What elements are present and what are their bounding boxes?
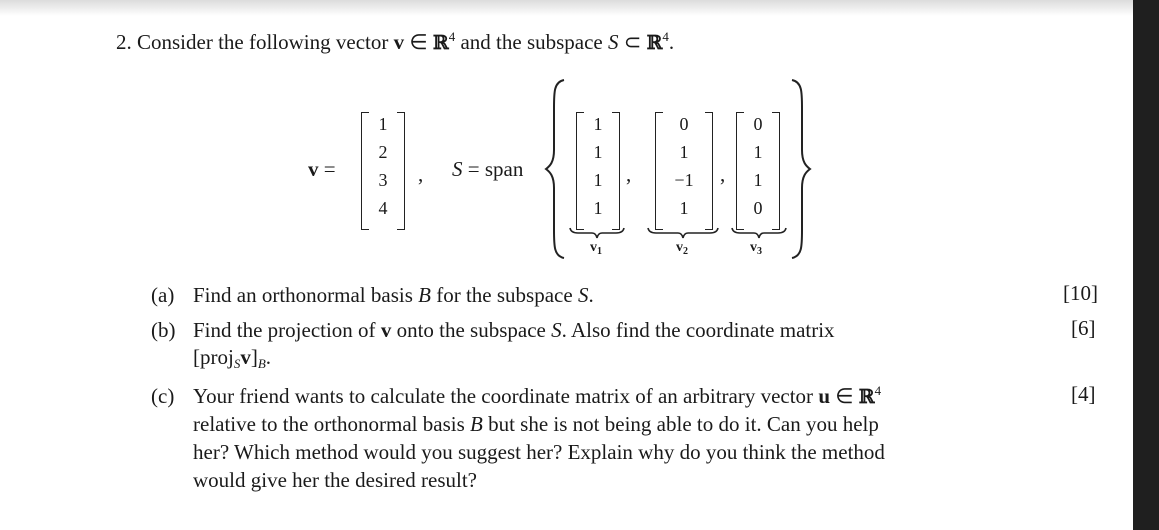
part-c-line2 (193, 410, 879, 439)
question-intro-b: and the subspace (460, 30, 603, 54)
part-c (151, 382, 174, 411)
matrix-v3-entry: 0 (753, 114, 763, 134)
basis-b-symbol: B (418, 283, 431, 307)
exponent-2: 4 (662, 29, 669, 44)
subspace-s-symbol: S (608, 30, 619, 54)
matrix-v3 (745, 112, 771, 228)
subspace-s-symbol: S (577, 283, 589, 307)
matrix-v2-entry: 1 (679, 142, 689, 162)
right-bracket (772, 112, 780, 230)
matrix-v2-entry: 0 (679, 114, 689, 134)
proj-close: ] (250, 345, 258, 369)
matrix-v-entry: 2 (378, 142, 388, 162)
matrix-v1-entry: 1 (593, 142, 603, 162)
underbrace-v1 (568, 226, 626, 240)
s-symbol: S (452, 157, 463, 181)
comma: , (626, 162, 632, 186)
part-a-text-1: Find an orthonormal basis (193, 283, 413, 307)
v1-label (590, 240, 602, 256)
part-a-label: (a) (151, 283, 175, 307)
matrix-v (370, 112, 396, 228)
part-b-marks: [6] (1071, 316, 1096, 340)
period: . (668, 30, 675, 54)
right-curly-brace (788, 78, 812, 260)
left-bracket (655, 112, 663, 230)
part-c-label: (c) (151, 384, 175, 408)
v1-label-text: v (590, 240, 597, 255)
part-a-text (193, 281, 594, 310)
right-bracket (612, 112, 620, 230)
part-b-line2 (193, 343, 271, 372)
part-b-line1 (193, 316, 835, 345)
vector-v-symbol: v (393, 30, 405, 54)
element-of-symbol: ∈ (409, 30, 428, 54)
v3-label (750, 240, 762, 256)
v2-label-text: v (676, 240, 683, 255)
underbrace-v2 (646, 226, 720, 240)
matrix-v2-entry: 1 (679, 198, 689, 218)
comma: , (720, 162, 726, 186)
matrix-v1-entry: 1 (593, 114, 603, 134)
subspace-s-symbol: S (551, 318, 562, 342)
left-bracket (361, 112, 369, 230)
right-bracket (705, 112, 713, 230)
part-a (151, 281, 174, 310)
part-c-line2-text-b: but she is not being able to do it. Can you help (488, 412, 879, 436)
part-b-label: (b) (151, 318, 176, 342)
proj-open: [proj (193, 345, 234, 369)
exponent: 4 (448, 29, 456, 44)
part-c-line4: would give her the desired result? (193, 468, 477, 492)
exponent: 4 (874, 383, 882, 398)
period: . (588, 283, 594, 307)
reals-symbol: ℝ (432, 32, 449, 54)
part-b-text-1: Find the projection of (193, 318, 376, 342)
reals-symbol: ℝ (858, 386, 875, 408)
vector-u-symbol: u (818, 384, 830, 408)
matrix-v2-entry: −1 (674, 170, 694, 190)
left-bracket (736, 112, 744, 230)
proj-b: B (257, 356, 266, 371)
part-b-text-2: onto the subspace (396, 318, 546, 342)
span-text: = span (467, 157, 524, 181)
top-shadow (0, 0, 1133, 16)
matrix-v-entry: 1 (378, 114, 388, 134)
matrix-v-entry: 3 (378, 170, 388, 190)
basis-b-symbol: B (470, 412, 483, 436)
part-c-line1 (193, 382, 881, 412)
question-number: 2. (116, 30, 132, 54)
underbrace-v3 (730, 226, 788, 240)
question-header (116, 28, 674, 58)
matrix-v1-entry: 1 (593, 198, 603, 218)
part-c-line2-text: relative to the orthonormal basis (193, 412, 465, 436)
proj-sub: S (233, 356, 241, 371)
right-bracket (397, 112, 405, 230)
part-b (151, 316, 176, 345)
part-c-line1-text: Your friend wants to calculate the coordinate matrix of an arbitrary vector (193, 384, 814, 408)
vector-v-symbol: v (380, 318, 392, 342)
comma: , (418, 162, 424, 186)
s-equals-span (452, 157, 523, 182)
question-intro: Consider the following vector (137, 30, 389, 54)
left-bracket (576, 112, 584, 230)
part-a-text-2: for the subspace (436, 283, 573, 307)
left-curly-brace (544, 78, 568, 260)
v2-label (676, 240, 688, 256)
matrix-v3-entry: 0 (753, 198, 763, 218)
period: . (265, 345, 272, 369)
matrix-v1 (585, 112, 611, 228)
v2-label-sub: 2 (683, 246, 688, 257)
matrix-v2 (664, 112, 704, 228)
part-a-marks: [10] (1063, 281, 1098, 305)
matrix-v3-entry: 1 (753, 170, 763, 190)
matrix-v1-entry: 1 (593, 170, 603, 190)
proj-v: v (240, 345, 251, 369)
v3-label-sub: 3 (757, 246, 762, 257)
element-of-symbol: ∈ (835, 384, 854, 408)
matrix-v3-entry: 1 (753, 142, 763, 162)
matrix-v-entry: 4 (378, 198, 388, 218)
v-equals: v = (308, 157, 336, 181)
subset-symbol: ⊂ (623, 30, 642, 54)
v-label: v (308, 157, 319, 181)
part-b-text-3: . Also find the coordinate matrix (561, 318, 835, 342)
part-c-line3: her? Which method would you suggest her? Explain why do you think the method (193, 440, 885, 464)
v1-label-sub: 1 (597, 246, 602, 257)
v3-label-text: v (750, 240, 757, 255)
part-c-marks: [4] (1071, 382, 1096, 406)
reals-symbol-2: ℝ (646, 32, 663, 54)
